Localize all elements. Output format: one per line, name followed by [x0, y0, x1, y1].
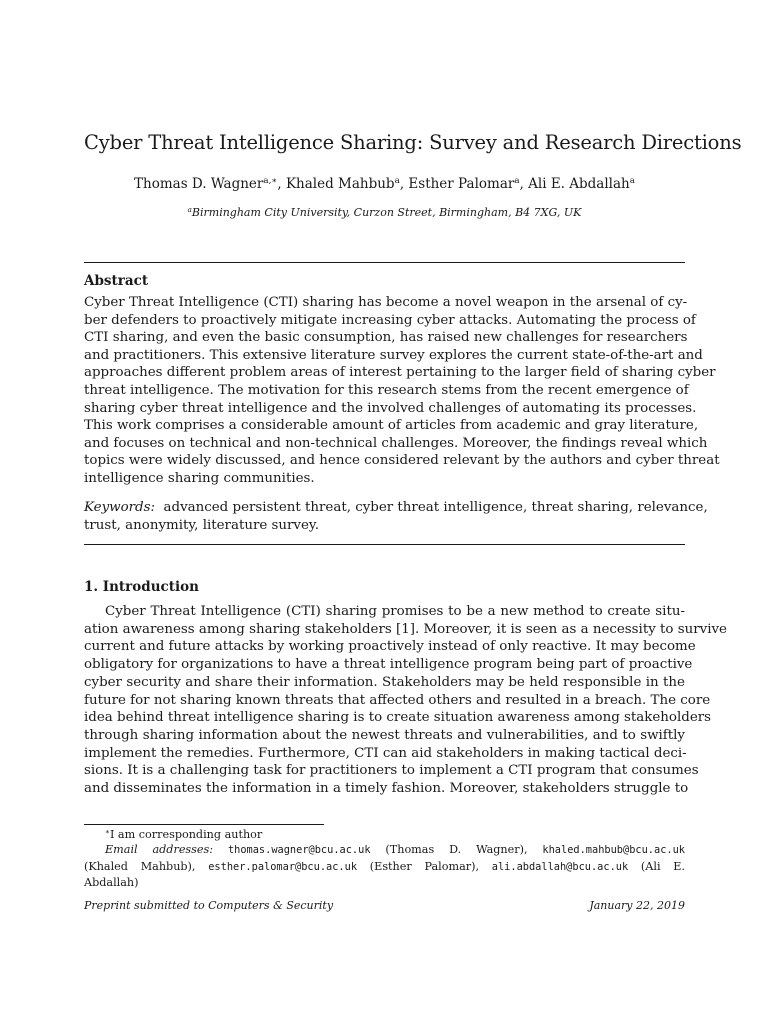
author-mark: a,∗ [263, 176, 278, 187]
affiliation-mark: a [187, 205, 192, 215]
footer-journal: Preprint submitted to Computers & Security [84, 899, 334, 912]
abstract-line: threat intelligence. The motivation for this research stems from the recent emergence of [84, 382, 689, 398]
email-owner: (Khaled Mahbub), [84, 859, 196, 873]
abstract-line: CTI sharing, and even the basic consumption, has raised new challenges for researchers [84, 330, 688, 346]
email-owner: (Thomas D. Wagner), [385, 843, 528, 857]
email-address[interactable]: esther.palomar@bcu.ac.uk [208, 860, 358, 873]
abstract-line: approaches different problem areas of interest pertaining to the larger field of sharing cyber [84, 365, 716, 381]
section-heading-introduction: 1. Introduction [84, 579, 199, 595]
email-address[interactable]: thomas.wagner@bcu.ac.uk [227, 844, 371, 857]
abstract-line: intelligence sharing communities. [84, 470, 315, 486]
footnote-text: I am corresponding author [109, 828, 263, 841]
abstract-heading: Abstract [84, 273, 149, 289]
abstract-body [84, 294, 720, 488]
affiliation [84, 206, 685, 219]
email-label: Email addresses: [105, 843, 214, 857]
author-name: Thomas D. Wagner [134, 176, 264, 192]
author-name: Khaled Mahbub [285, 176, 395, 192]
introduction-body [84, 603, 727, 798]
author-mark: a [514, 176, 520, 187]
abstract-line: sharing cyber threat intelligence and the involved challenges of automating its processes. [84, 400, 697, 416]
body-line: ation awareness among sharing stakeholders [1]. Moreover, it is seen as a necessity to survive [84, 621, 727, 637]
email-address[interactable]: khaled.mahbub@bcu.ac.uk [542, 844, 685, 857]
paper-title: Cyber Threat Intelligence Sharing: Survey and Research Directions [84, 131, 742, 154]
author-list: Thomas D. Wagner$^{a,∗}$, Khaled Mahbub$^a$, Esther Palomar$^a$, Ali E. Abdallah$^a$ [134, 176, 635, 192]
page-footer [84, 899, 685, 912]
abstract-line: topics were widely discussed, and hence considered relevant by the authors and cyber threat [84, 453, 720, 469]
body-line: and disseminates the information in a timely fashion. Moreover, stakeholders struggle to [84, 781, 689, 797]
email-owner: (Esther Palomar), [369, 859, 480, 873]
keywords-line: trust, anonymity, literature survey. [84, 517, 319, 533]
body-line: idea behind threat intelligence sharing is to create situation awareness among stakeholders [84, 710, 712, 726]
author-mark: a [394, 176, 400, 187]
keywords-text: advanced persistent threat, cyber threat intelligence, threat sharing, relevance, [163, 500, 708, 515]
footnote-emails-line: Abdallah) [84, 876, 139, 890]
abstract-line: and practitioners. This extensive literature survey explores the current state-of-the-art and [84, 347, 703, 363]
body-line: sions. It is a challenging task for practitioners to implement a CTI program that consumes [84, 763, 699, 779]
paper-page [84, 0, 742, 1024]
author-name: Esther Palomar [408, 176, 515, 192]
body-line: Cyber Threat Intelligence (CTI) sharing promises to be a new method to create situ- [105, 604, 685, 619]
author-mark: a [629, 176, 635, 187]
abstract-bottom-rule [84, 544, 685, 545]
footnote-mark: ∗ [105, 827, 110, 836]
abstract-line: ber defenders to proactively mitigate increasing cyber attacks. Automating the process of [84, 312, 696, 328]
keywords [84, 499, 708, 534]
body-line: current and future attacks by working proactively instead of only reactive. It may become [84, 639, 696, 655]
footer-date: January 22, 2019 [589, 899, 685, 912]
email-address[interactable]: ali.abdallah@bcu.ac.uk [491, 860, 629, 873]
author-name: Ali E. Abdallah [528, 176, 630, 192]
body-line: implement the remedies. Furthermore, CTI can aid stakeholders in making tactical deci- [84, 745, 687, 761]
footnote-rule [84, 824, 324, 825]
abstract-line: and focuses on technical and non-technical challenges. Moreover, the findings reveal which [84, 435, 708, 451]
keywords-label: Keywords: [84, 500, 156, 515]
email-owner: (Ali E. [640, 859, 685, 873]
body-line: through sharing information about the newest threats and vulnerabilities, and to swiftly [84, 727, 685, 743]
abstract-top-rule [84, 262, 685, 263]
abstract-line: This work comprises a considerable amount of articles from academic and gray literature, [84, 418, 699, 434]
body-line: future for not sharing known threats that affected others and resulted in a breach. The core [84, 692, 711, 708]
footnote-emails-line [84, 859, 685, 875]
affiliation-text: Birmingham City University, Curzon Street, Birmingham, B4 7XG, UK [191, 206, 582, 219]
footnote-corresponding [84, 827, 685, 842]
body-line: obligatory for organizations to have a threat intelligence program being part of proactive [84, 657, 693, 673]
footnotes [84, 827, 685, 891]
body-line: cyber security and share their information. Stakeholders may be held responsible in the [84, 674, 685, 690]
abstract-line: Cyber Threat Intelligence (CTI) sharing has become a novel weapon in the arsenal of cy- [84, 295, 688, 310]
footnote-emails-line [84, 842, 685, 858]
keywords-line [84, 499, 708, 517]
